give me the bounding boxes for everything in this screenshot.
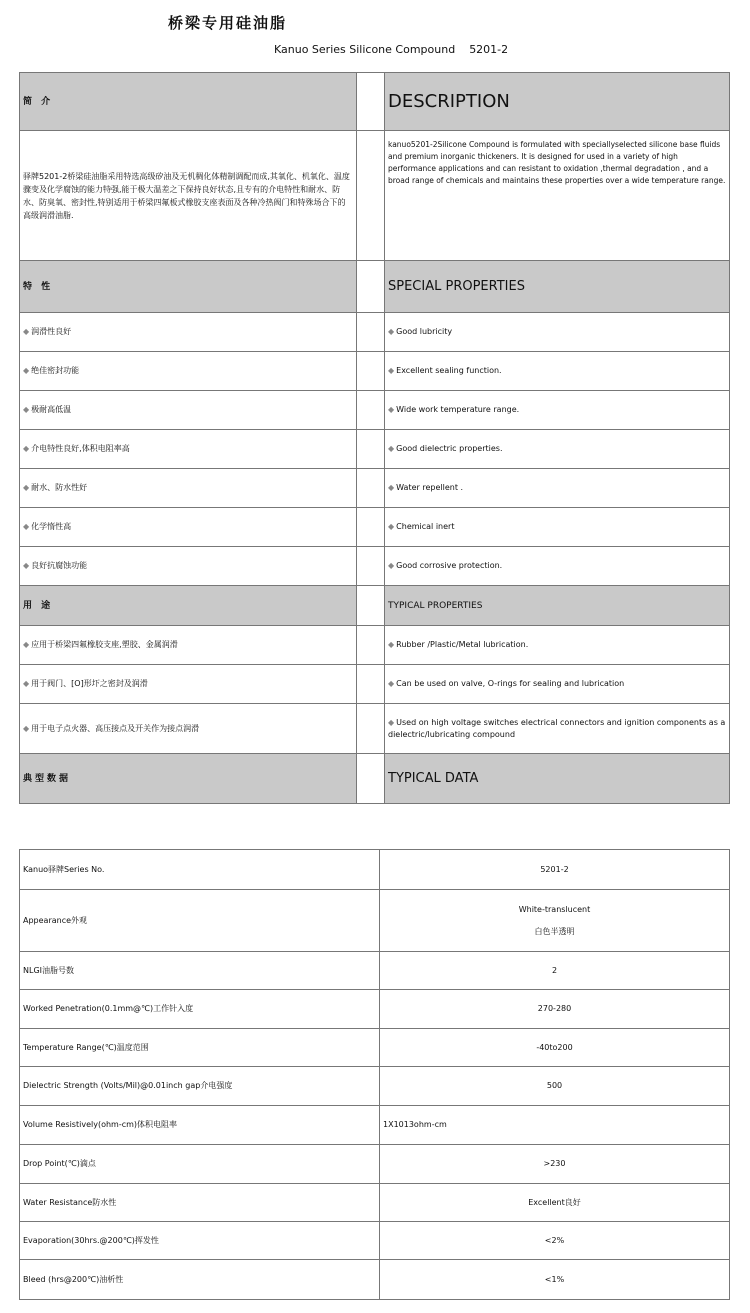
property-zh [20, 391, 357, 430]
use-zh-text: 用于电子点火器、高压接点及开关作为接点润滑 [31, 723, 200, 733]
data-row [20, 850, 730, 890]
description-header-row [20, 73, 730, 131]
property-en [385, 469, 730, 508]
data-row [20, 1222, 730, 1260]
uses-header-row [20, 586, 730, 626]
bullet-icon: ◆ [23, 640, 30, 649]
bullet-icon: ◆ [388, 483, 395, 492]
intro-heading-zh: 简 介 [20, 73, 357, 131]
use-zh [20, 626, 357, 665]
data-value [380, 850, 730, 890]
data-row [20, 952, 730, 990]
bullet-icon: ◆ [388, 679, 395, 688]
use-en [385, 665, 730, 704]
subtitle-text: Kanuo Series Silicone Compound [274, 43, 456, 56]
property-zh-text: 极耐高低温 [31, 405, 72, 414]
spacer-cell [357, 469, 385, 508]
spacer-cell [357, 547, 385, 586]
data-label: Worked Penetration(0.1mm@℃)工作针入度 [20, 990, 380, 1029]
property-en-text: Good corrosive protection. [396, 561, 503, 570]
bullet-icon: ◆ [23, 483, 30, 492]
data-row [20, 990, 730, 1029]
use-en-text: Used on high voltage switches electrical connectors and ignition components as a dielectric/lubricating compound [388, 717, 726, 739]
data-label: Kanuo驿牌Series No. [20, 850, 380, 890]
uses-list [20, 626, 730, 754]
bullet-icon: ◆ [388, 640, 395, 649]
bullet-icon: ◆ [388, 327, 395, 336]
property-en-text: Excellent sealing function. [396, 366, 502, 375]
data-row [20, 1260, 730, 1300]
use-zh-text: 应用于桥梁四氟橡胶支座,塑胶、金属润滑 [31, 640, 178, 649]
property-en [385, 508, 730, 547]
spacer-cell [357, 261, 385, 313]
spacer-cell [357, 704, 385, 754]
data-heading-en: TYPICAL DATA [385, 754, 730, 804]
spacer-cell [357, 313, 385, 352]
data-label: Evaporation(30hrs.@200℃)挥发性 [20, 1222, 380, 1260]
props-heading-en: SPECIAL PROPERTIES [385, 261, 730, 313]
props-heading-zh: 特 性 [20, 261, 357, 313]
description-en: kanuo5201-2Silicone Compound is formulated with speciallyselected silicone base fluids and premium inorganic thickeners. It is designed for used in a variety of high performance applications and can resistant to oxidation ,thermal degradation , and a broad range of chemicals and maintains these properties over a wide temperature range. [385, 131, 730, 261]
property-row [20, 430, 730, 469]
data-label: Bleed (hrs@200℃)油析性 [20, 1260, 380, 1300]
data-label: Water Resistance防水性 [20, 1184, 380, 1222]
use-en-text: Can be used on valve, O-rings for sealing and lubrication [396, 679, 625, 688]
property-zh-text: 耐水、防水性好 [31, 483, 88, 492]
product-code: 5201-2 [469, 43, 509, 56]
bullet-icon: ◆ [23, 561, 30, 570]
data-label: NLGI油脂号数 [20, 952, 380, 990]
data-label: Volume Resistively(ohm-cm)体积电阻率 [20, 1106, 380, 1145]
property-en [385, 313, 730, 352]
description-row [20, 131, 730, 261]
properties-list [20, 313, 730, 586]
typical-data-table [19, 849, 730, 1300]
data-row [20, 1106, 730, 1145]
use-row [20, 704, 730, 754]
data-value-text: 2 [551, 965, 558, 975]
data-value [380, 1260, 730, 1300]
property-row [20, 547, 730, 586]
use-zh-text: 用于阀门、[O]形圷之密封及润滑 [31, 679, 148, 688]
property-zh-text: 介电特性良好,体积电阻率高 [31, 444, 130, 453]
use-en [385, 626, 730, 665]
properties-header-row [20, 261, 730, 313]
bullet-icon: ◆ [388, 522, 395, 531]
data-value-text: 1X1013ohm-cm [383, 1120, 447, 1129]
bullet-icon: ◆ [23, 679, 30, 688]
uses-heading-zh: 用 途 [20, 586, 357, 626]
property-en [385, 391, 730, 430]
property-row [20, 352, 730, 391]
spacer-cell [357, 73, 385, 131]
property-zh [20, 469, 357, 508]
spec-table [19, 72, 730, 804]
property-row [20, 313, 730, 352]
property-en [385, 352, 730, 391]
data-row [20, 890, 730, 952]
page-title: 桥梁专用硅油脂 [168, 14, 288, 32]
data-value [380, 1067, 730, 1106]
data-label: Dielectric Strength (Volts/Mil)@0.01inch gap介电强度 [20, 1067, 380, 1106]
data-value-text: 5201-2 [540, 864, 569, 874]
data-heading-zh: 典型数据 [20, 754, 357, 804]
spacer-cell [357, 626, 385, 665]
data-value-text: 270-280 [537, 1004, 572, 1013]
property-en-text: Water repellent . [396, 483, 464, 492]
use-en-text: Rubber /Plastic/Metal lubrication. [396, 640, 529, 649]
property-zh [20, 547, 357, 586]
data-value-text: White-translucent [518, 904, 591, 914]
data-value [380, 952, 730, 990]
data-value-text-zh: 白色半透明 [534, 926, 575, 936]
property-zh [20, 508, 357, 547]
data-row [20, 1029, 730, 1067]
bullet-icon: ◆ [23, 405, 30, 414]
property-en [385, 547, 730, 586]
property-en-text: Good lubricity [396, 327, 453, 336]
bullet-icon: ◆ [23, 327, 30, 336]
property-zh-text: 化学惰性高 [31, 522, 72, 531]
bullet-icon: ◆ [388, 405, 395, 414]
bullet-icon: ◆ [388, 561, 395, 570]
use-row [20, 626, 730, 665]
data-value [380, 1145, 730, 1184]
data-value [380, 1222, 730, 1260]
property-row [20, 391, 730, 430]
description-zh: 驿牌5201-2桥梁硅油脂采用特选高级矽油及无机稠化体精制调配而成,其氧化、机氧化、温度骤变及化学腐蚀的能力特强,能于极大温差之下保持良好状态,且专有的介电特性和耐水、防水、防臭氧、密封性,特别适用于桥梁四氟板式橡胶支座表面及各种冷热阀门和特殊场合下的高级润滑油脂. [20, 131, 357, 261]
data-row [20, 1145, 730, 1184]
property-en-text: Wide work temperature range. [396, 405, 520, 414]
use-zh [20, 665, 357, 704]
spacer-cell [357, 665, 385, 704]
bullet-icon: ◆ [388, 717, 395, 727]
data-value-text: <1% [544, 1274, 565, 1284]
bullet-icon: ◆ [23, 444, 30, 453]
property-zh-text: 润滑性良好 [31, 327, 72, 336]
spacer-cell [357, 754, 385, 804]
data-value [380, 1106, 730, 1145]
property-zh [20, 430, 357, 469]
spacer-cell [357, 391, 385, 430]
page-subtitle [274, 43, 508, 56]
data-label: Temperature Range(℃)温度范围 [20, 1029, 380, 1067]
data-value-text: >230 [543, 1159, 566, 1168]
property-row [20, 469, 730, 508]
property-zh-text: 绝佳密封功能 [31, 366, 80, 375]
property-en-text: Good dielectric properties. [396, 444, 503, 453]
intro-heading-en: DESCRIPTION [385, 73, 730, 131]
spacer-cell [357, 508, 385, 547]
property-zh-text: 良好抗腐蚀功能 [31, 561, 88, 570]
data-value [380, 890, 730, 952]
property-en-text: Chemical inert [396, 522, 455, 531]
use-row [20, 665, 730, 704]
property-en [385, 430, 730, 469]
data-label: Appearance外观 [20, 890, 380, 952]
data-value [380, 990, 730, 1029]
bullet-icon: ◆ [23, 366, 30, 375]
spacer-cell [357, 131, 385, 261]
property-zh [20, 352, 357, 391]
data-value-text: <2% [544, 1235, 565, 1245]
data-value-text: 500 [546, 1081, 563, 1090]
uses-heading-en: TYPICAL PROPERTIES [385, 586, 730, 626]
spacer-cell [357, 352, 385, 391]
property-zh [20, 313, 357, 352]
property-row [20, 508, 730, 547]
data-value-text: Excellent良好 [528, 1197, 581, 1207]
data-row [20, 1067, 730, 1106]
use-zh [20, 704, 357, 754]
data-header-row [20, 754, 730, 804]
data-value [380, 1184, 730, 1222]
bullet-icon: ◆ [388, 366, 395, 375]
bullet-icon: ◆ [388, 444, 395, 453]
bullet-icon: ◆ [23, 723, 30, 733]
spacer-cell [357, 430, 385, 469]
bullet-icon: ◆ [23, 522, 30, 531]
data-row [20, 1184, 730, 1222]
use-en [385, 704, 730, 754]
data-label: Drop Point(℃)滴点 [20, 1145, 380, 1184]
data-value [380, 1029, 730, 1067]
spacer-cell [357, 586, 385, 626]
data-value-text: -40to200 [536, 1042, 573, 1052]
